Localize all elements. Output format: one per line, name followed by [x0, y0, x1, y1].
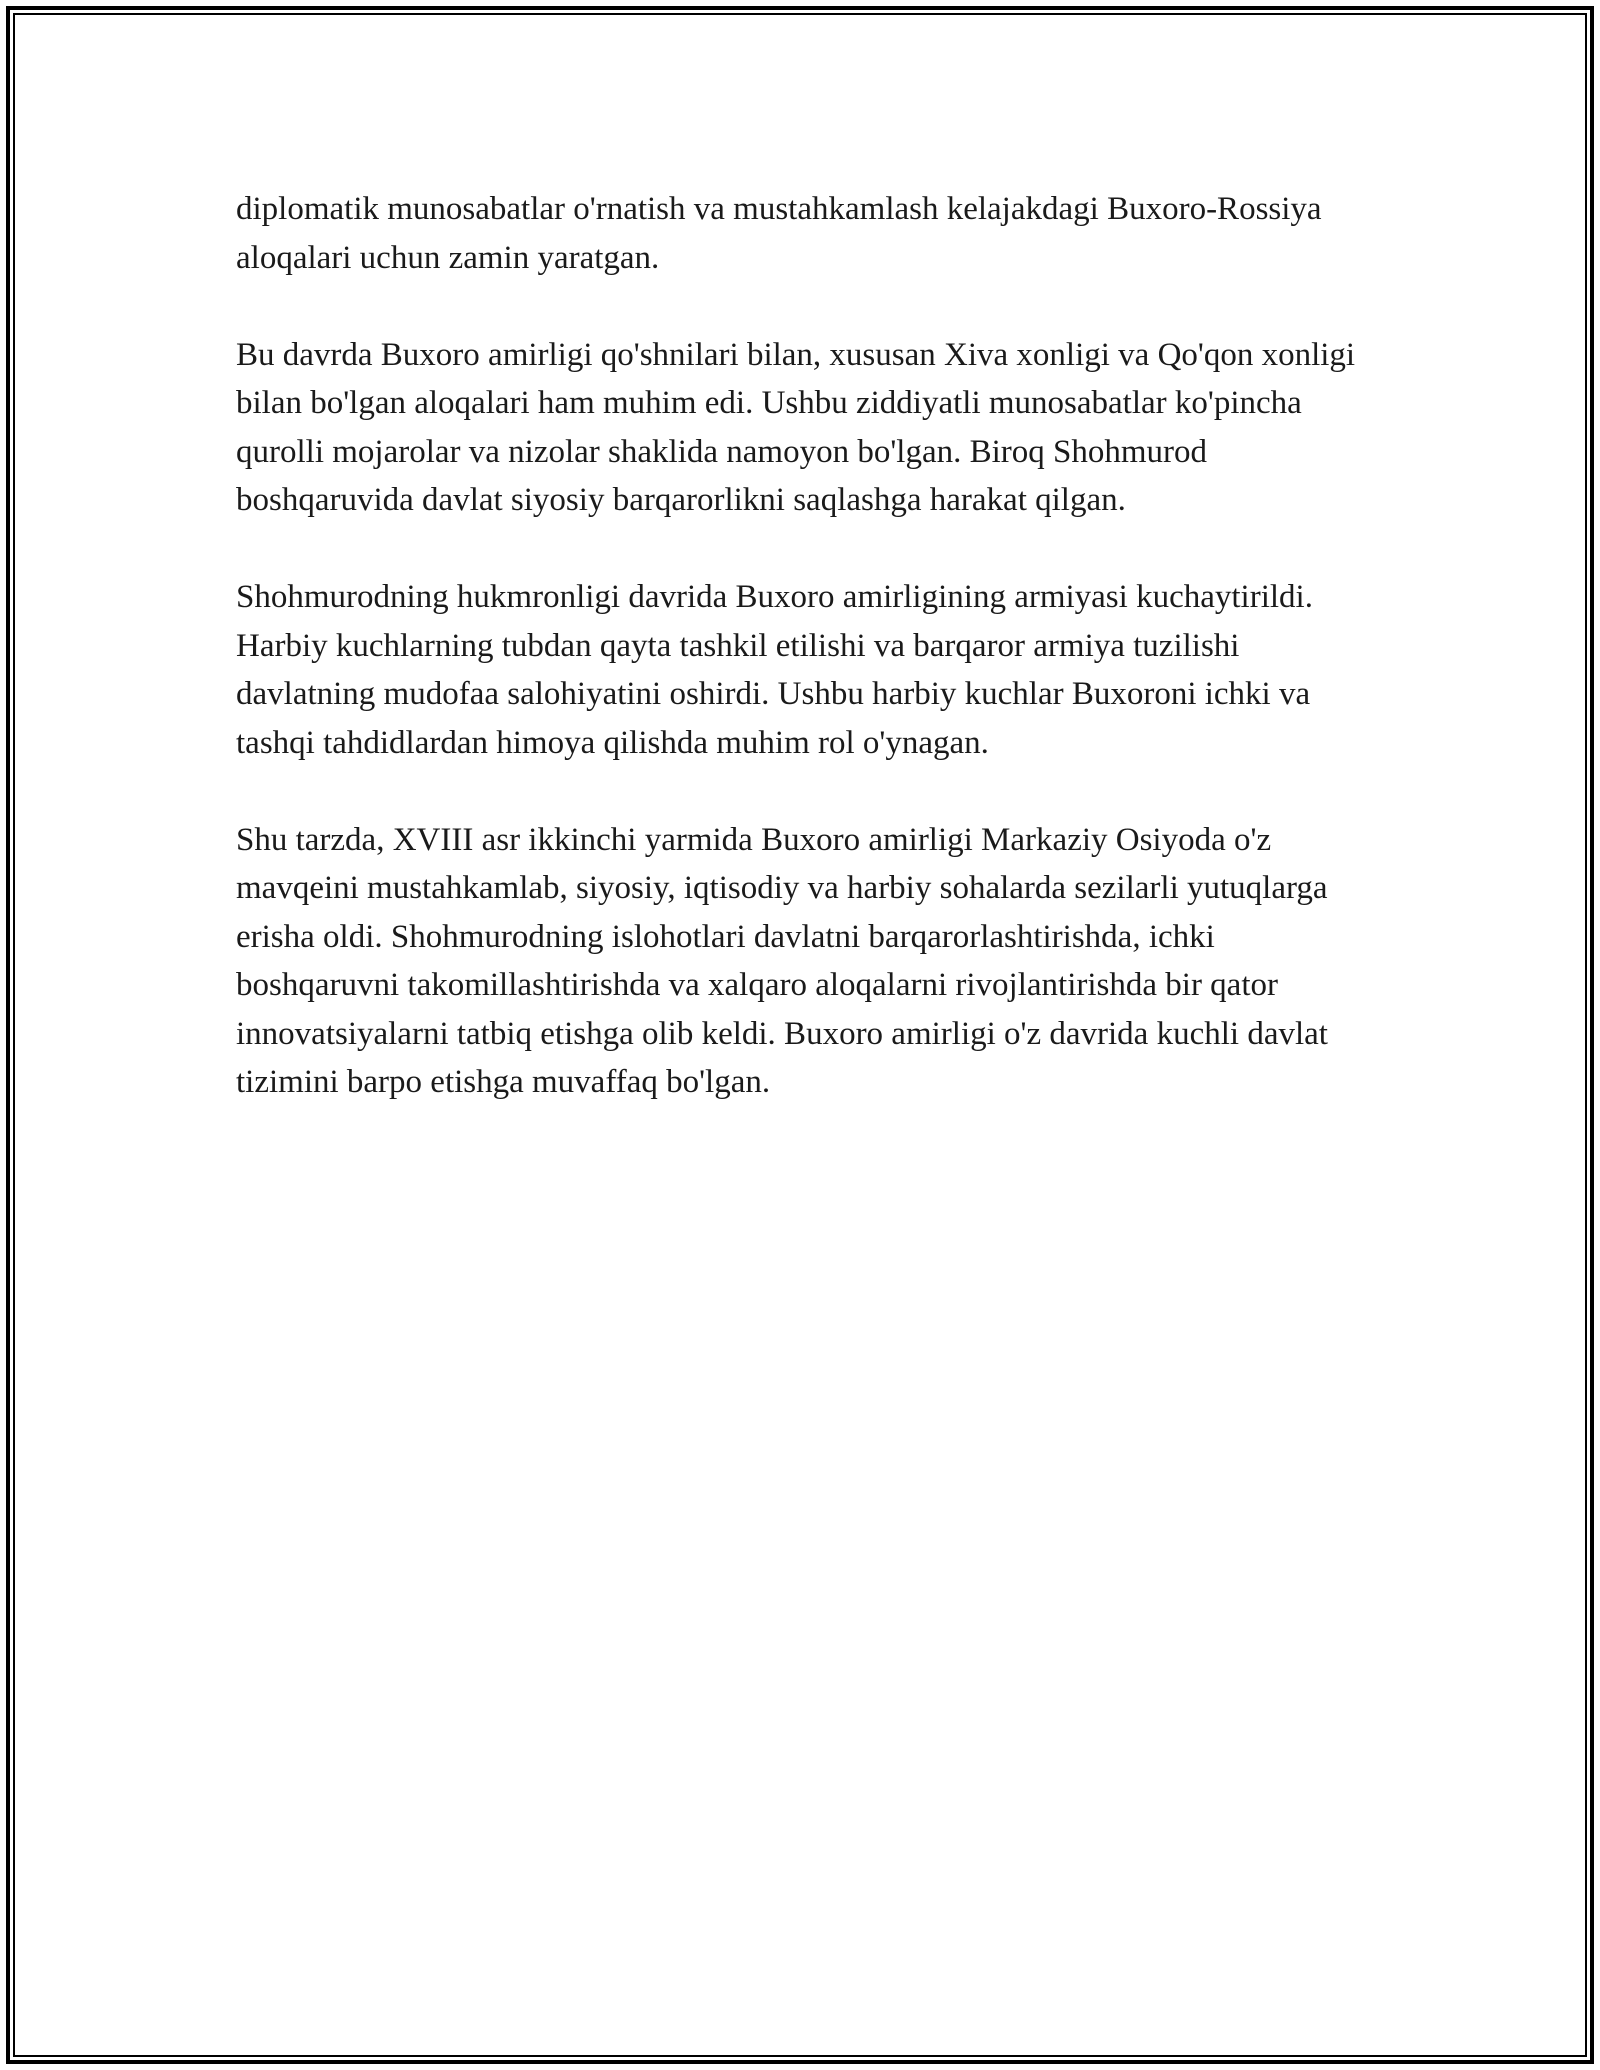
paragraph-2: Bu davrda Buxoro amirligi qo'shnilari bilan, xususan Xiva xonligi va Qo'qon xonligi bilan bo'lgan aloqalari ham muhim edi. Ushbu ziddiyatli munosabatlar ko'pincha qurolli mojarolar va nizolar shaklida namoyon bo'lgan. Biroq Shohmurod boshqaruvida davlat siyosiy barqarorlikni saqlashga harakat qilgan.: [236, 336, 1356, 518]
paragraph-4: Shu tarzda, XVIII asr ikkinchi yarmida Buxoro amirligi Markaziy Osiyoda o'z mavqeini mustahkamlab, siyosiy, iqtisodiy va harbiy sohalarda sezilarli yutuqlarga erisha oldi. Shohmurodning islohotlari davlatni barqarorlashtirishda, ichki boshqaruvni takomillashtirishda va xalqaro aloqalarni rivojlantirishda bir qator innovatsiyalarni tatbiq etishga olib keldi. Buxoro amirligi o'z davrida kuchli davlat tizimini barpo etishga muvaffaq bo'lgan.: [236, 821, 1328, 1100]
document-body: [236, 185, 1386, 1155]
paragraph-1: diplomatik munosabatlar o'rnatish va mustahkamlash kelajakdagi Buxoro-Rossiya aloqalari uchun zamin yaratgan.: [236, 191, 1322, 276]
paragraph-3: Shohmurodning hukmronligi davrida Buxoro amirligining armiyasi kuchaytirildi. Harbiy kuchlarning tubdan qayta tashkil etilishi va barqaror armiya tuzilishi davlatning mudofaa salohiyatini oshirdi. Ushbu harbiy kuchlar Buxoroni ichki va tashqi tahdidlardan himoya qilishda muhim rol o'ynagan.: [236, 579, 1313, 761]
